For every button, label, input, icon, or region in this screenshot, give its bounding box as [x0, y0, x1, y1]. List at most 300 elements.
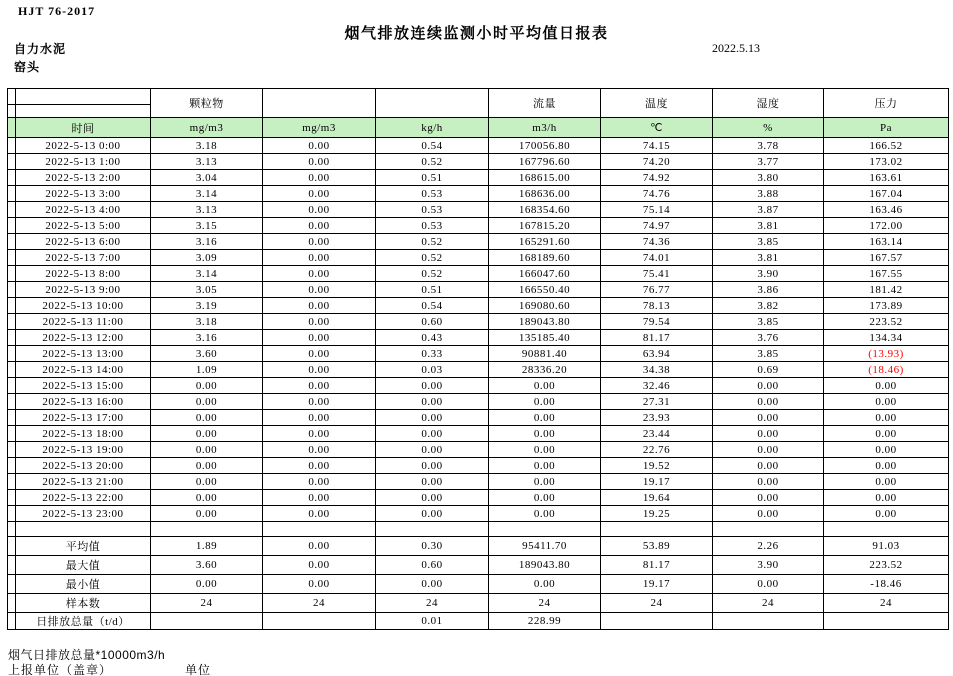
cell-pm-kgh: 0.54: [376, 138, 489, 154]
row-spacer-cell: [8, 298, 16, 314]
cell-pm-mgm3: 0.00: [151, 394, 263, 410]
row-spacer-cell: [8, 170, 16, 186]
cell-humidity-pct: 3.87: [713, 202, 824, 218]
cell-humidity-pct: 3.90: [713, 266, 824, 282]
summary-label: 平均值: [16, 537, 151, 556]
cell-temp-c: 81.17: [601, 330, 713, 346]
cell-temp-c: 78.13: [601, 298, 713, 314]
cell-time: 2022-5-13 22:00: [16, 490, 151, 506]
cell-pm-mgm3: 3.19: [151, 298, 263, 314]
cell-flow-m3h: 0.00: [489, 506, 601, 522]
unit-header-temp-c: ℃: [601, 118, 713, 138]
table-row: [8, 218, 949, 234]
cell-pm-kgh: 0.00: [376, 410, 489, 426]
cell-flow-m3h: 167796.60: [489, 154, 601, 170]
cell-pm-kgh: 0.33: [376, 346, 489, 362]
summary-cell-flow-m3h: 95411.70: [489, 537, 601, 556]
cell-flow-m3h: 168354.60: [489, 202, 601, 218]
cell-flow-m3h: 167815.20: [489, 218, 601, 234]
row-spacer-cell: [8, 426, 16, 442]
standard-code: HJT 76-2017: [18, 4, 96, 18]
cell-time: 2022-5-13 14:00: [16, 362, 151, 378]
summary-cell-pressure-pa: 91.03: [824, 537, 949, 556]
summary-cell-flow-m3h: 189043.80: [489, 556, 601, 575]
cell-humidity-pct: 0.00: [713, 442, 824, 458]
group-header-pm-mgm3: 颗粒物: [151, 89, 263, 118]
cell-time: 2022-5-13 11:00: [16, 314, 151, 330]
cell-temp-c: 32.46: [601, 378, 713, 394]
cell-humidity-pct: 3.86: [713, 282, 824, 298]
cell-pm-kgh: 0.51: [376, 282, 489, 298]
cell-flow-m3h: 0.00: [489, 410, 601, 426]
cell-pm-mgm3: 3.18: [151, 314, 263, 330]
cell-pressure-pa: 167.55: [824, 266, 949, 282]
row-spacer-cell: [8, 234, 16, 250]
cell-pm-mgm3: 0.00: [151, 458, 263, 474]
cell-time: 2022-5-13 4:00: [16, 202, 151, 218]
table-group-header-row: [8, 89, 949, 105]
cell-pm-kgh: 0.00: [376, 426, 489, 442]
summary-cell-temp-c: 24: [601, 594, 713, 613]
cell-flow-m3h: 170056.80: [489, 138, 601, 154]
cell-humidity-pct: 0.00: [713, 474, 824, 490]
cell-humidity-pct: 0.00: [713, 378, 824, 394]
cell-temp-c: 23.44: [601, 426, 713, 442]
cell-pm-mgm3: 1.09: [151, 362, 263, 378]
cell-pressure-pa: 163.61: [824, 170, 949, 186]
row-spacer-cell: [8, 458, 16, 474]
row-spacer-cell: [8, 410, 16, 426]
cell-flow-m3h: 90881.40: [489, 346, 601, 362]
cell-pressure-pa: 223.52: [824, 314, 949, 330]
separator-row: [8, 522, 949, 537]
table-row: [8, 474, 949, 490]
cell-time: 2022-5-13 19:00: [16, 442, 151, 458]
row-spacer-cell: [8, 186, 16, 202]
unit-header-spacer-cell: [8, 118, 16, 138]
report-title: 烟气排放连续监测小时平均值日报表: [344, 25, 609, 42]
summary-cell-pm-mgm3: 0.00: [151, 575, 263, 594]
summary-cell-humidity-pct: 2.26: [713, 537, 824, 556]
cell-pm-kgh: 0.53: [376, 186, 489, 202]
cell-pm-mgm3: 3.15: [151, 218, 263, 234]
report-date: 2022.5.13: [712, 41, 760, 55]
cell-time: 2022-5-13 17:00: [16, 410, 151, 426]
cell-flow-m3h: 169080.60: [489, 298, 601, 314]
summary-cell-pm-mgm3: 3.60: [151, 556, 263, 575]
cell-time: [16, 522, 151, 537]
table-row: [8, 458, 949, 474]
cell-pm-kgh: [376, 522, 489, 537]
cell-temp-c: [601, 522, 713, 537]
summary-cell-pm-kgh: 0.30: [376, 537, 489, 556]
cell-pm-kgh: 0.00: [376, 490, 489, 506]
cell-flow-m3h: 168615.00: [489, 170, 601, 186]
footer-note: 烟气日排放总量*10000m3/h: [8, 648, 166, 662]
cell-pm-mgm3-2: 0.00: [263, 378, 376, 394]
summary-cell-pressure-pa: [824, 613, 949, 630]
cell-pressure-pa: [824, 522, 949, 537]
summary-row: [8, 575, 949, 594]
cell-pressure-pa: 0.00: [824, 426, 949, 442]
cell-humidity-pct: 3.78: [713, 138, 824, 154]
summary-cell-pressure-pa: 24: [824, 594, 949, 613]
cell-pm-kgh: 0.54: [376, 298, 489, 314]
cell-pm-mgm3: 0.00: [151, 426, 263, 442]
unit-header-pm-kgh: kg/h: [376, 118, 489, 138]
cell-time: 2022-5-13 12:00: [16, 330, 151, 346]
cell-pm-mgm3: 3.18: [151, 138, 263, 154]
cell-pm-mgm3: 3.13: [151, 202, 263, 218]
group-header-humidity-pct: 湿度: [713, 89, 824, 118]
row-spacer-cell: [8, 138, 16, 154]
cell-time: 2022-5-13 16:00: [16, 394, 151, 410]
table-row: [8, 266, 949, 282]
cell-time: 2022-5-13 20:00: [16, 458, 151, 474]
cell-humidity-pct: 3.81: [713, 250, 824, 266]
row-spacer-cell: [8, 442, 16, 458]
cell-temp-c: 74.36: [601, 234, 713, 250]
cell-flow-m3h: 0.00: [489, 490, 601, 506]
summary-cell-temp-c: 19.17: [601, 575, 713, 594]
cell-flow-m3h: [489, 522, 601, 537]
table-row: [8, 410, 949, 426]
cell-time: 2022-5-13 0:00: [16, 138, 151, 154]
footer-unit-row: [0, 661, 953, 676]
cell-temp-c: 75.14: [601, 202, 713, 218]
cell-time: 2022-5-13 13:00: [16, 346, 151, 362]
cell-pm-mgm3: 0.00: [151, 474, 263, 490]
summary-label: 最大值: [16, 556, 151, 575]
corner-spacer-cell: [8, 105, 16, 118]
row-spacer-cell: [8, 522, 16, 537]
cell-time: 2022-5-13 9:00: [16, 282, 151, 298]
cell-humidity-pct: 0.00: [713, 394, 824, 410]
cell-temp-c: 74.92: [601, 170, 713, 186]
cell-humidity-pct: 0.69: [713, 362, 824, 378]
cell-pm-mgm3-2: 0.00: [263, 234, 376, 250]
cell-temp-c: 19.17: [601, 474, 713, 490]
cell-pm-mgm3-2: 0.00: [263, 170, 376, 186]
cell-pressure-pa: 0.00: [824, 442, 949, 458]
unit-header-pressure-pa: Pa: [824, 118, 949, 138]
unit-header-pm-mgm3-2: mg/m3: [263, 118, 376, 138]
table-row: [8, 362, 949, 378]
cell-temp-c: 74.97: [601, 218, 713, 234]
cell-pressure-pa: 134.34: [824, 330, 949, 346]
cell-flow-m3h: 0.00: [489, 458, 601, 474]
summary-cell-pm-mgm3-2: 0.00: [263, 537, 376, 556]
cell-pm-kgh: 0.52: [376, 266, 489, 282]
time-header-bottom-cell: [16, 105, 151, 118]
unit-header-flow-m3h: m3/h: [489, 118, 601, 138]
cell-pm-mgm3: 3.05: [151, 282, 263, 298]
cell-flow-m3h: 168189.60: [489, 250, 601, 266]
row-spacer-cell: [8, 282, 16, 298]
cell-pm-mgm3-2: 0.00: [263, 250, 376, 266]
row-spacer-cell: [8, 314, 16, 330]
cell-time: 2022-5-13 2:00: [16, 170, 151, 186]
cell-pressure-pa: 166.52: [824, 138, 949, 154]
cell-pressure-pa: 163.46: [824, 202, 949, 218]
row-spacer-cell: [8, 594, 16, 613]
summary-label: 日排放总量（t/d）: [16, 613, 151, 630]
cell-humidity-pct: 3.85: [713, 346, 824, 362]
cell-humidity-pct: 0.00: [713, 506, 824, 522]
cell-pm-mgm3: 3.14: [151, 186, 263, 202]
summary-row: [8, 613, 949, 630]
table-row: [8, 186, 949, 202]
unit-header-time: 时间: [16, 118, 151, 138]
summary-cell-flow-m3h: 24: [489, 594, 601, 613]
cell-temp-c: 74.76: [601, 186, 713, 202]
time-header-top-cell: [16, 89, 151, 105]
cell-pm-kgh: 0.00: [376, 474, 489, 490]
cell-temp-c: 74.01: [601, 250, 713, 266]
cell-pm-mgm3: 3.04: [151, 170, 263, 186]
table-row: [8, 506, 949, 522]
report-unit-label: 上报单位（盖章）: [8, 663, 113, 676]
summary-cell-humidity-pct: 0.00: [713, 575, 824, 594]
row-spacer-cell: [8, 537, 16, 556]
summary-cell-humidity-pct: 24: [713, 594, 824, 613]
cell-temp-c: 22.76: [601, 442, 713, 458]
table-row: [8, 202, 949, 218]
cell-time: 2022-5-13 6:00: [16, 234, 151, 250]
cell-humidity-pct: 3.80: [713, 170, 824, 186]
cell-pm-mgm3: 0.00: [151, 490, 263, 506]
cell-pm-mgm3-2: 0.00: [263, 394, 376, 410]
summary-cell-flow-m3h: 228.99: [489, 613, 601, 630]
row-spacer-cell: [8, 266, 16, 282]
group-header-flow-m3h: 流量: [489, 89, 601, 118]
cell-humidity-pct: 0.00: [713, 490, 824, 506]
row-spacer-cell: [8, 202, 16, 218]
cell-pm-kgh: 0.53: [376, 218, 489, 234]
summary-cell-humidity-pct: 3.90: [713, 556, 824, 575]
row-spacer-cell: [8, 394, 16, 410]
cell-pm-kgh: 0.51: [376, 170, 489, 186]
summary-cell-pm-mgm3: 1.89: [151, 537, 263, 556]
cell-pm-kgh: 0.00: [376, 506, 489, 522]
cell-pm-mgm3-2: 0.00: [263, 218, 376, 234]
summary-cell-pm-mgm3: [151, 613, 263, 630]
cell-pm-kgh: 0.00: [376, 394, 489, 410]
cell-humidity-pct: [713, 522, 824, 537]
row-spacer-cell: [8, 506, 16, 522]
table-row: [8, 442, 949, 458]
summary-cell-pm-kgh: 0.00: [376, 575, 489, 594]
table-row: [8, 234, 949, 250]
summary-cell-pm-kgh: 24: [376, 594, 489, 613]
row-spacer-cell: [8, 490, 16, 506]
group-header-pm-kgh: [376, 89, 489, 118]
cell-flow-m3h: 166047.60: [489, 266, 601, 282]
cell-pm-kgh: 0.52: [376, 250, 489, 266]
report-table: [7, 88, 949, 630]
cell-pressure-pa: 167.04: [824, 186, 949, 202]
table-row: [8, 250, 949, 266]
row-spacer-cell: [8, 346, 16, 362]
row-spacer-cell: [8, 474, 16, 490]
cell-pm-mgm3-2: 0.00: [263, 458, 376, 474]
table-row: [8, 490, 949, 506]
cell-pm-mgm3: 3.13: [151, 154, 263, 170]
cell-flow-m3h: 189043.80: [489, 314, 601, 330]
cell-pressure-pa: (13.93): [824, 346, 949, 362]
corner-spacer-cell: [8, 89, 16, 105]
cell-pm-mgm3: 0.00: [151, 410, 263, 426]
cell-temp-c: 19.64: [601, 490, 713, 506]
cell-temp-c: 74.20: [601, 154, 713, 170]
cell-temp-c: 74.15: [601, 138, 713, 154]
cell-pm-mgm3: 0.00: [151, 442, 263, 458]
table-row: [8, 426, 949, 442]
cell-temp-c: 79.54: [601, 314, 713, 330]
cell-time: 2022-5-13 10:00: [16, 298, 151, 314]
unit-header-humidity-pct: %: [713, 118, 824, 138]
cell-pm-mgm3-2: 0.00: [263, 346, 376, 362]
cell-pressure-pa: 0.00: [824, 410, 949, 426]
row-spacer-cell: [8, 250, 16, 266]
summary-cell-pressure-pa: -18.46: [824, 575, 949, 594]
summary-row: [8, 537, 949, 556]
cell-temp-c: 75.41: [601, 266, 713, 282]
cell-humidity-pct: 3.76: [713, 330, 824, 346]
cell-pm-mgm3-2: 0.00: [263, 474, 376, 490]
summary-cell-pm-kgh: 0.01: [376, 613, 489, 630]
cell-pm-mgm3: 3.16: [151, 234, 263, 250]
cell-pm-mgm3-2: 0.00: [263, 362, 376, 378]
cell-flow-m3h: 0.00: [489, 426, 601, 442]
table-row: [8, 154, 949, 170]
cell-pm-kgh: 0.03: [376, 362, 489, 378]
cell-time: 2022-5-13 23:00: [16, 506, 151, 522]
cell-pressure-pa: 163.14: [824, 234, 949, 250]
cell-flow-m3h: 165291.60: [489, 234, 601, 250]
cell-temp-c: 19.52: [601, 458, 713, 474]
cell-pressure-pa: 181.42: [824, 282, 949, 298]
table-row: [8, 330, 949, 346]
cell-time: 2022-5-13 7:00: [16, 250, 151, 266]
cell-pm-kgh: 0.60: [376, 314, 489, 330]
table-row: [8, 138, 949, 154]
table-row: [8, 394, 949, 410]
cell-humidity-pct: 3.82: [713, 298, 824, 314]
cell-pressure-pa: 173.02: [824, 154, 949, 170]
table-row: [8, 346, 949, 362]
cell-humidity-pct: 3.81: [713, 218, 824, 234]
cell-pm-mgm3-2: 0.00: [263, 506, 376, 522]
cell-pm-mgm3-2: [263, 522, 376, 537]
row-spacer-cell: [8, 330, 16, 346]
cell-pressure-pa: (18.46): [824, 362, 949, 378]
cell-time: 2022-5-13 3:00: [16, 186, 151, 202]
cell-pm-mgm3: 3.60: [151, 346, 263, 362]
cell-pm-mgm3-2: 0.00: [263, 202, 376, 218]
table-row: [8, 298, 949, 314]
cell-pressure-pa: 0.00: [824, 458, 949, 474]
group-header-temp-c: 温度: [601, 89, 713, 118]
summary-cell-pm-mgm3-2: 0.00: [263, 575, 376, 594]
cell-temp-c: 34.38: [601, 362, 713, 378]
cell-flow-m3h: 135185.40: [489, 330, 601, 346]
row-spacer-cell: [8, 556, 16, 575]
cell-humidity-pct: 0.00: [713, 410, 824, 426]
cell-temp-c: 19.25: [601, 506, 713, 522]
row-spacer-cell: [8, 218, 16, 234]
cell-temp-c: 27.31: [601, 394, 713, 410]
cell-temp-c: 76.77: [601, 282, 713, 298]
summary-cell-temp-c: [601, 613, 713, 630]
summary-cell-pressure-pa: 223.52: [824, 556, 949, 575]
table-row: [8, 170, 949, 186]
row-spacer-cell: [8, 613, 16, 630]
cell-pm-mgm3-2: 0.00: [263, 298, 376, 314]
summary-cell-pm-mgm3-2: 24: [263, 594, 376, 613]
cell-pm-kgh: 0.52: [376, 154, 489, 170]
cell-time: 2022-5-13 21:00: [16, 474, 151, 490]
summary-cell-temp-c: 81.17: [601, 556, 713, 575]
cell-pm-mgm3: 3.14: [151, 266, 263, 282]
summary-cell-pm-kgh: 0.60: [376, 556, 489, 575]
cell-humidity-pct: 0.00: [713, 426, 824, 442]
cell-pm-kgh: 0.52: [376, 234, 489, 250]
cell-pm-mgm3-2: 0.00: [263, 330, 376, 346]
cell-pressure-pa: 0.00: [824, 506, 949, 522]
row-spacer-cell: [8, 378, 16, 394]
summary-label: 样本数: [16, 594, 151, 613]
table-row: [8, 378, 949, 394]
table-unit-header-row: [8, 118, 949, 138]
cell-pm-kgh: 0.00: [376, 458, 489, 474]
cell-pressure-pa: 172.00: [824, 218, 949, 234]
summary-cell-pm-mgm3-2: [263, 613, 376, 630]
group-header-pm-mgm3-2: [263, 89, 376, 118]
cell-humidity-pct: 3.85: [713, 234, 824, 250]
cell-pm-mgm3-2: 0.00: [263, 154, 376, 170]
summary-row: [8, 556, 949, 575]
cell-time: 2022-5-13 15:00: [16, 378, 151, 394]
cell-flow-m3h: 28336.20: [489, 362, 601, 378]
cell-flow-m3h: 0.00: [489, 442, 601, 458]
cell-humidity-pct: 0.00: [713, 458, 824, 474]
cell-time: 2022-5-13 5:00: [16, 218, 151, 234]
cell-pm-mgm3: 3.16: [151, 330, 263, 346]
cell-pm-kgh: 0.00: [376, 442, 489, 458]
table-row: [8, 314, 949, 330]
row-spacer-cell: [8, 154, 16, 170]
summary-cell-pm-mgm3: 24: [151, 594, 263, 613]
cell-pm-mgm3-2: 0.00: [263, 426, 376, 442]
cell-temp-c: 63.94: [601, 346, 713, 362]
cell-flow-m3h: 0.00: [489, 474, 601, 490]
cell-time: 2022-5-13 1:00: [16, 154, 151, 170]
cell-pm-mgm3: 0.00: [151, 506, 263, 522]
cell-pm-mgm3: 0.00: [151, 378, 263, 394]
cell-pressure-pa: 167.57: [824, 250, 949, 266]
summary-cell-flow-m3h: 0.00: [489, 575, 601, 594]
cell-pm-mgm3-2: 0.00: [263, 186, 376, 202]
cell-humidity-pct: 3.85: [713, 314, 824, 330]
cell-pm-mgm3-2: 0.00: [263, 266, 376, 282]
cell-pm-mgm3-2: 0.00: [263, 314, 376, 330]
cell-pressure-pa: 0.00: [824, 378, 949, 394]
cell-flow-m3h: 168636.00: [489, 186, 601, 202]
row-spacer-cell: [8, 575, 16, 594]
summary-cell-pm-mgm3-2: 0.00: [263, 556, 376, 575]
cell-time: 2022-5-13 18:00: [16, 426, 151, 442]
